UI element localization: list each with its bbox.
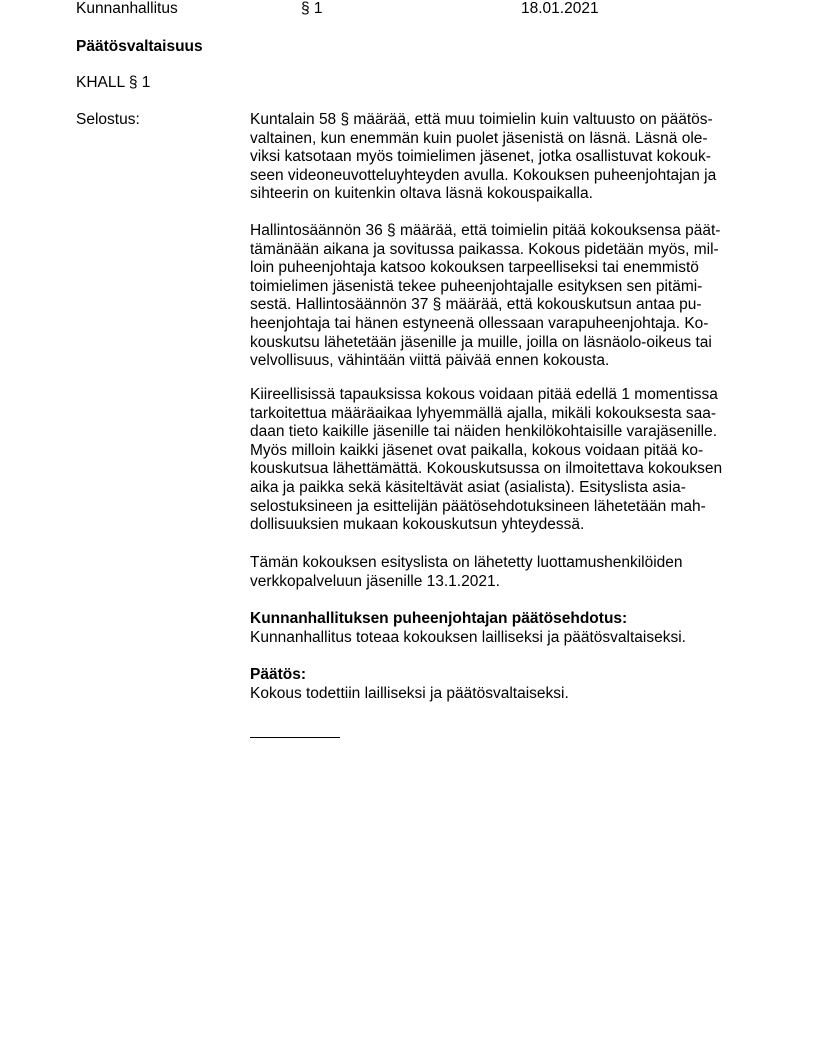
- decision-block: [250, 666, 750, 703]
- decision-heading: Päätös:: [250, 666, 306, 683]
- paragraph-1-text: Kuntalain 58 § määrää, että muu toimielin kuin valtuusto on päätös- valtainen, kun enemmän kuin puolet jäsenistä on läsnä. Läsnä ole- viksi katsotaan myös toimielimen jäsenet, jotka osallistuvat kokouk- seen videoneuvotteluyhteyden avulla. Kokouksen puheenjohtajan ja sihteerin on kuitenkin oltava läsnä kokouspaikalla.: [250, 111, 717, 203]
- proposal-block: [250, 610, 750, 647]
- proposal-text: Kunnanhallitus toteaa kokouksen lailliseksi ja päätösvaltaiseksi.: [250, 628, 686, 646]
- selostus-label: Selostus:: [76, 111, 140, 128]
- paragraph-2-text: Hallintosäännön 36 § määrää, että toimielin pitää kokouksensa päät- tämänään aikana ja sovitussa paikassa. Kokous pidetään myös, mil- loin puheenjohtaja katsoo kokouksen tarpeelliseksi tai enemmistö toimielimen jäsenistä tekee puheenjohtajalle esityksen sen pitämi- sestä. Hallintosäännön 37 § määrää, että kokouskutsun antaa pu- heenjohtaja tai hänen estyneenä ollessaan varapuheenjohtaja. Ko- kouskutsu lähetetään jäsenille ja muille, joilla on läsnäolo-oikeus tai velvollisuus, vähintään viittä päivää ennen kokousta.: [250, 222, 721, 370]
- paragraph-2: [250, 222, 750, 371]
- header-date: 18.01.2021: [521, 0, 599, 17]
- page-title: Päätösvaltaisuus: [76, 38, 203, 55]
- proposal-heading: Kunnanhallituksen puheenjohtajan päätösehdotus:: [250, 610, 628, 627]
- paragraph-4: [250, 554, 750, 591]
- decision-text: Kokous todettiin lailliseksi ja päätösvaltaiseksi.: [250, 684, 569, 702]
- paragraph-1: [250, 111, 750, 204]
- paragraph-3-text: Kiireellisissä tapauksissa kokous voidaan pitää edellä 1 momentissa tarkoitettua määräaikaa lyhyemmällä ajalla, mikäli kokouksesta saa- daan tieto kaikille jäsenille tai näiden henkilökohtaisille varajäsenille. Myös milloin kaikki jäsenet ovat paikalla, kokous voidaan pitää ko- kouskutsua lähettämättä. Kokouskutsussa on ilmoitettava kokouksen aika ja paikka sekä käsiteltävät asiat (asialista). Esityslista asia- selostuksineen ja esittelijän päätösehdotuksineen lähetetään mah- dollisuuksien mukaan kokouskutsun yhteydessä.: [250, 386, 723, 534]
- closing-rule: [250, 737, 340, 738]
- paragraph-3: [250, 386, 750, 535]
- header-section: § 1: [301, 0, 323, 17]
- header-organ: Kunnanhallitus: [76, 0, 178, 17]
- paragraph-4-text: Tämän kokouksen esityslista on lähetetty luottamushenkilöiden verkkopalveluun jäsenille 13.1.2021.: [250, 554, 683, 590]
- section-reference: KHALL § 1: [76, 74, 151, 91]
